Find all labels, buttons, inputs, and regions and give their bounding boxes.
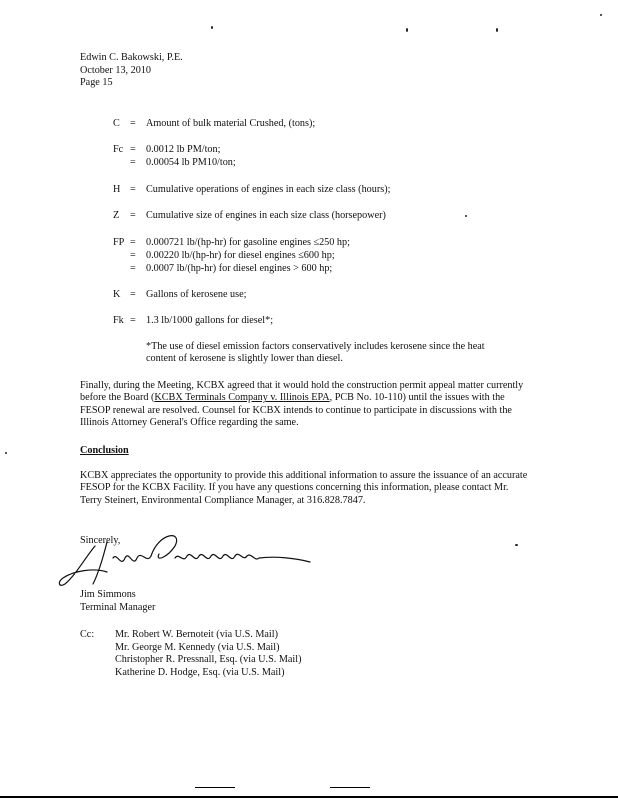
scan-speck: [515, 544, 518, 546]
letter-date: October 13, 2010: [80, 64, 152, 76]
definition-text: 1.3 lb/1000 gallons for diesel*;: [146, 315, 274, 326]
equals-sign: =: [130, 118, 136, 129]
paragraph-text: , PCB No. 10-110) until the issues with the FESOP renewal are resolved. Counsel for KCBX intends to continue to participate in discussions with the Illinois Attorney General's Office regarding the same.: [80, 392, 512, 429]
cc-recipient: Katherine D. Hodge, Esq. (via U.S. Mail): [115, 666, 285, 678]
cc-label: Cc:: [80, 629, 95, 640]
definition-text: 0.0007 lb/(hp-hr) for diesel engines > 600 hp;: [146, 263, 333, 274]
definition-text: Cumulative size of engines in each size class (horsepower): [146, 210, 386, 221]
equals-sign: =: [130, 315, 136, 326]
equals-sign: =: [130, 289, 136, 300]
definition-text: 0.0012 lb PM/ton;: [146, 144, 221, 155]
signature-image: [55, 528, 315, 598]
definition-symbol: H: [113, 184, 121, 195]
page-number: Page 15: [80, 77, 113, 89]
equals-sign: =: [130, 157, 136, 168]
recipient-name: Edwin C. Bakowski, P.E.: [80, 52, 183, 63]
kerosene-note: *The use of diesel emission factors conservatively includes kerosene since the heat content of kerosene is slightly lower than diesel.: [146, 341, 485, 365]
definition-symbol: C: [113, 118, 120, 129]
equals-sign: =: [130, 250, 136, 261]
scan-artifact-line: [330, 787, 370, 788]
signer-name: Jim Simmons: [80, 589, 136, 600]
definition-text: 0.000721 lb/(hp-hr) for gasoline engines ≤250 hp;: [146, 237, 350, 248]
definition-text: Amount of bulk material Crushed, (tons);: [146, 118, 316, 129]
salutation: Sincerely,: [80, 535, 121, 546]
conclusion-heading: Conclusion: [80, 445, 129, 456]
scan-speck: [5, 452, 7, 454]
equals-sign: =: [130, 210, 136, 221]
definition-symbol: Fc: [113, 144, 124, 155]
equals-sign: =: [130, 184, 136, 195]
scan-speck: [600, 14, 602, 16]
equals-sign: =: [130, 237, 136, 248]
cc-recipient: Mr. George M. Kennedy (via U.S. Mail): [115, 641, 280, 653]
scan-artifact-line: [195, 787, 235, 788]
definition-text: Cumulative operations of engines in each size class (hours);: [146, 184, 391, 195]
definition-symbol: FP: [113, 237, 125, 248]
letter-header: [80, 52, 183, 90]
definition-symbol: Fk: [113, 315, 124, 326]
definition-text: Gallons of kerosene use;: [146, 289, 247, 300]
scan-speck: [406, 28, 408, 32]
scan-speck: [211, 26, 213, 29]
equals-sign: =: [130, 144, 136, 155]
scan-edge-line: [0, 796, 618, 798]
cc-recipient: Mr. Robert W. Bernoteit (via U.S. Mail): [115, 629, 278, 640]
cc-list: [115, 629, 301, 679]
paragraph-text: Finally, during the Meeting, KCBX agreed that it would hold the construction permit appeal matter currently before the Board (: [80, 380, 524, 404]
cc-recipient: Christopher R. Pressnall, Esq. (via U.S. Mail): [115, 654, 302, 666]
definition-text: 0.00054 lb PM10/ton;: [146, 157, 236, 168]
case-name: KCBX Terminals Company v. Illinois EPA: [154, 392, 330, 404]
scan-speck: [465, 215, 467, 217]
paragraph-conclusion: KCBX appreciates the opportunity to provide this additional information to assure the issuance of an accurate FESOP for the KCBX Facility. If you have any questions concerning this information, please contact Mr. Terry Steinert, Environmental Compliance Manager, at 316.828.7847.: [80, 470, 528, 506]
definition-text: 0.00220 lb/(hp-hr) for diesel engines ≤600 hp;: [146, 250, 335, 261]
definition-symbol: K: [113, 289, 121, 300]
paragraph-meeting: [80, 380, 530, 430]
signer-title: Terminal Manager: [80, 602, 156, 613]
definition-symbol: Z: [113, 210, 120, 221]
scan-speck: [496, 28, 498, 32]
equals-sign: =: [130, 263, 136, 274]
